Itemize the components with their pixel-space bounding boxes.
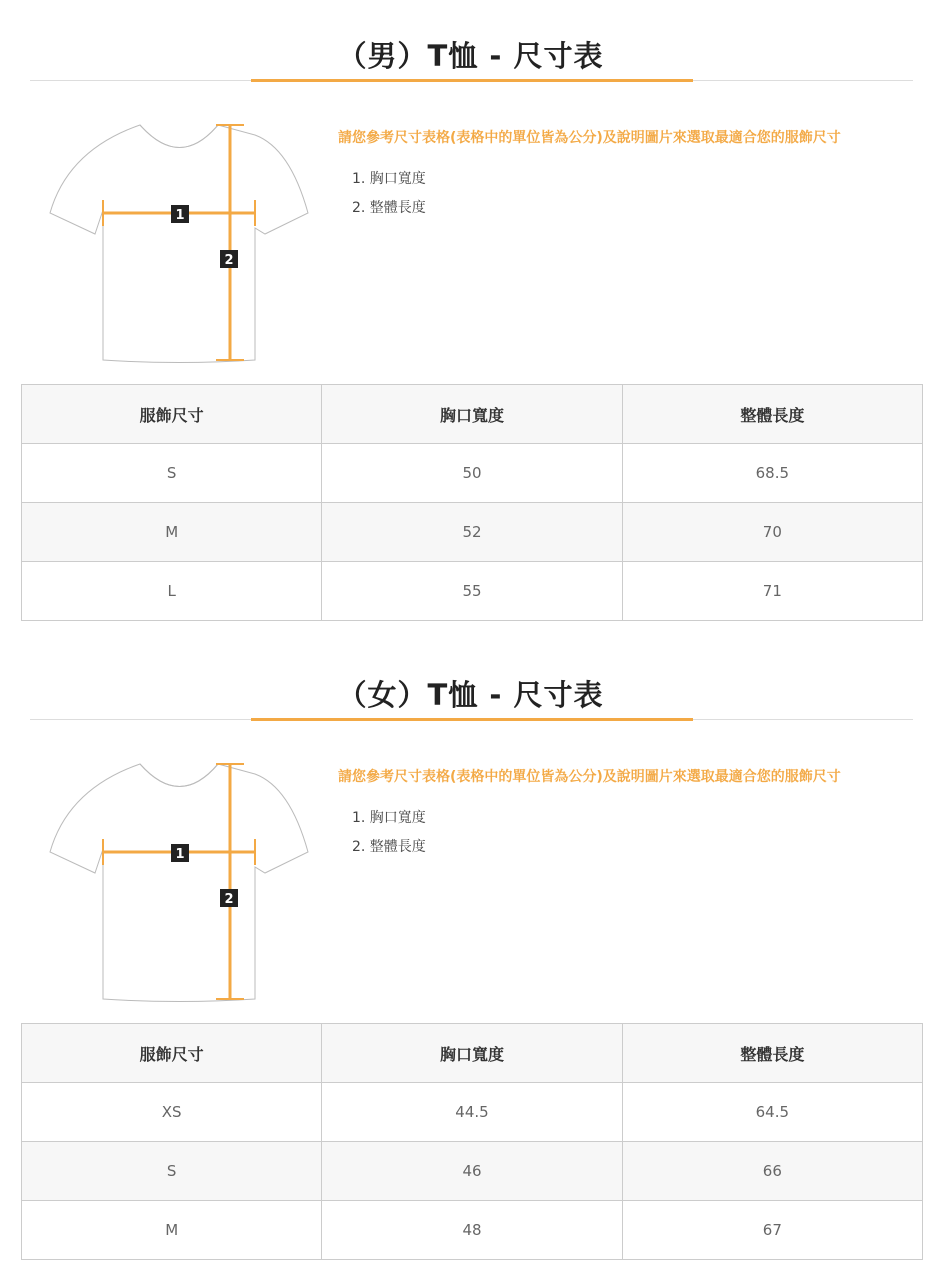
marker-2-label: 2 (224, 892, 234, 907)
measure-list (352, 165, 426, 223)
cell-chest: 55 (322, 562, 622, 621)
header-length: 整體長度 (622, 1024, 922, 1083)
cell-length: 70 (622, 503, 922, 562)
marker-2-label: 2 (224, 253, 234, 268)
table-row (22, 562, 923, 621)
measure-item-length: 2. 整體長度 (352, 839, 426, 855)
cell-size: XS (22, 1083, 322, 1142)
tshirt-outline (50, 764, 308, 1002)
cell-size: L (22, 562, 322, 621)
header-size: 服飾尺寸 (22, 1024, 322, 1083)
table-row (22, 503, 923, 562)
measure-item-length: 2. 整體長度 (352, 200, 426, 216)
table-row (22, 1083, 923, 1142)
size-table (21, 384, 923, 621)
tshirt-measure-diagram (40, 110, 320, 375)
tshirt-outline (50, 125, 308, 363)
cell-chest: 52 (322, 503, 622, 562)
marker-1-label: 1 (175, 208, 185, 223)
tshirt-collar (140, 125, 218, 148)
cell-size: S (22, 1142, 322, 1201)
title-accent-bar (251, 718, 693, 721)
cell-chest: 48 (322, 1201, 622, 1260)
cell-length: 66 (622, 1142, 922, 1201)
size-guide-intro: 請您參考尺寸表格(表格中的單位皆為公分)及說明圖片來選取最適合您的服飾尺寸 (338, 769, 841, 785)
marker-1-label: 1 (175, 847, 185, 862)
table-header-row (22, 1024, 923, 1083)
section-title: （女）T恤 - 尺寸表 (337, 678, 604, 712)
cell-chest: 46 (322, 1142, 622, 1201)
cell-chest: 50 (322, 444, 622, 503)
measure-item-chest: 1. 胸口寬度 (352, 171, 426, 187)
section-title: （男）T恤 - 尺寸表 (337, 39, 604, 73)
tshirt-collar (140, 764, 218, 787)
size-table (21, 1023, 923, 1260)
header-size: 服飾尺寸 (22, 385, 322, 444)
measure-list (352, 804, 426, 862)
measure-item-chest: 1. 胸口寬度 (352, 810, 426, 826)
table-row (22, 1142, 923, 1201)
cell-length: 67 (622, 1201, 922, 1260)
cell-chest: 44.5 (322, 1083, 622, 1142)
cell-size: M (22, 1201, 322, 1260)
table-header-row (22, 385, 923, 444)
cell-length: 68.5 (622, 444, 922, 503)
tshirt-measure-diagram (40, 749, 320, 1014)
cell-size: S (22, 444, 322, 503)
title-accent-bar (251, 79, 693, 82)
size-guide-intro: 請您參考尺寸表格(表格中的單位皆為公分)及說明圖片來選取最適合您的服飾尺寸 (338, 130, 841, 146)
cell-length: 64.5 (622, 1083, 922, 1142)
header-chest: 胸口寬度 (322, 1024, 622, 1083)
cell-length: 71 (622, 562, 922, 621)
header-chest: 胸口寬度 (322, 385, 622, 444)
header-length: 整體長度 (622, 385, 922, 444)
table-row (22, 1201, 923, 1260)
cell-size: M (22, 503, 322, 562)
table-row (22, 444, 923, 503)
